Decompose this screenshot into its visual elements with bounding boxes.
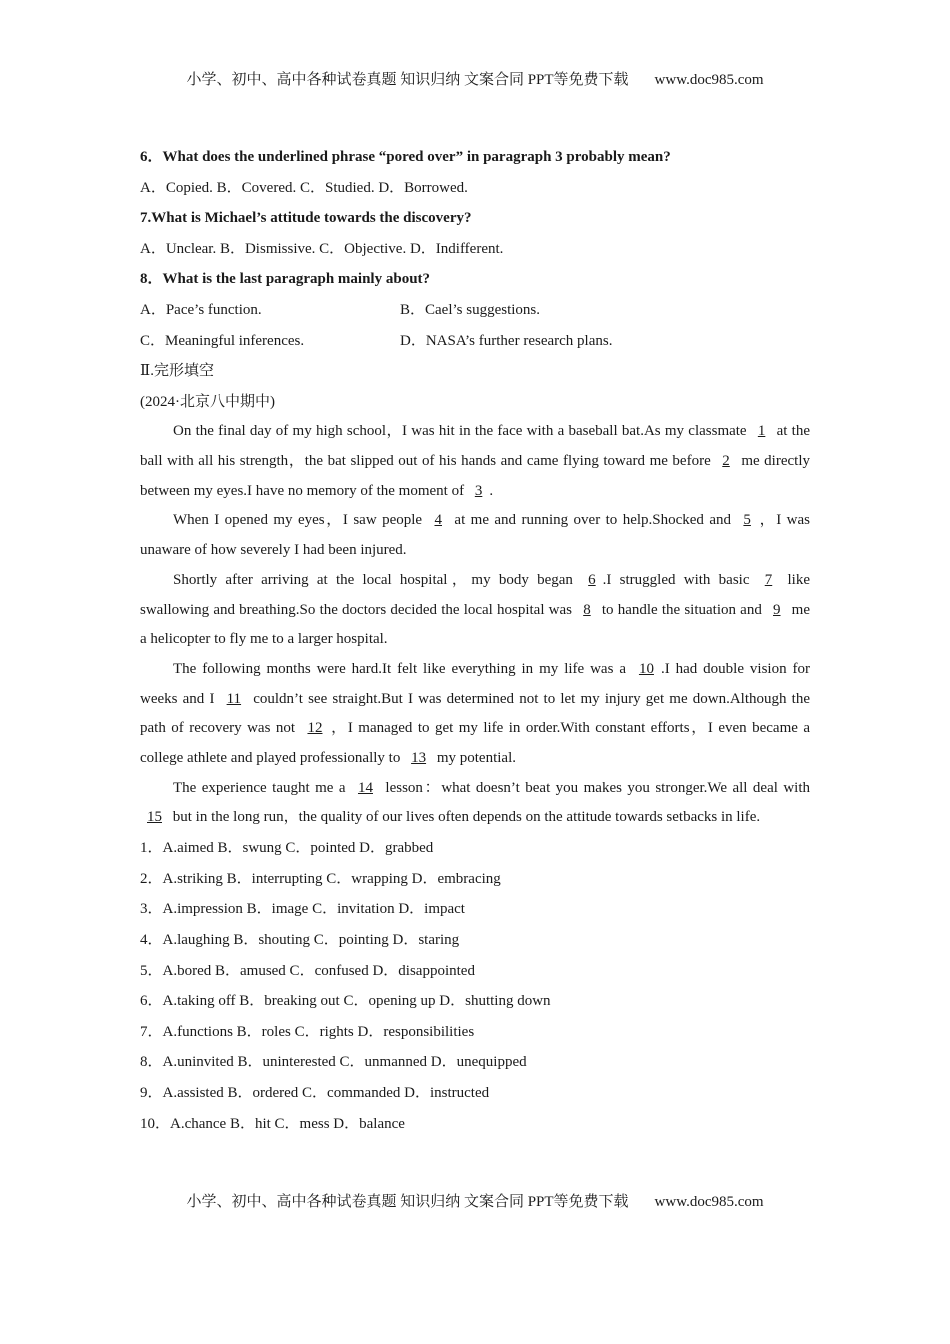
question-7: 7.What is Michael’s attitude towards the discovery? (140, 210, 472, 227)
passage-text: .I struggled with basic (602, 571, 758, 588)
passage-text: On the final day of my high school，I was hit in the face with a baseball bat.As my classmate (173, 423, 751, 440)
blank-number: 8 (583, 601, 591, 618)
passage-text: ，I was unaware of how severely I had been injured. (140, 512, 810, 559)
cloze-option-row: 1．A.aimed B．swung C．pointed D．grabbed (140, 840, 434, 857)
section-title: Ⅱ.完形填空 (140, 363, 214, 380)
blank-number: 4 (434, 512, 442, 529)
passage-text: lesson：what doesn’t beat you makes you stronger.We all deal with (379, 779, 811, 796)
option-b: B．Cael’s suggestions. (400, 301, 541, 318)
passage-text: .I had double vision for weeks and I (140, 660, 811, 707)
option-c: C．Meaningful inferences. (140, 332, 305, 349)
passage-paragraph (140, 566, 810, 655)
cloze-option-row: 8．A.uninvited B．uninterested C．unmanned D．unequipped (140, 1054, 527, 1071)
passage-paragraph (140, 774, 810, 833)
blank-number: 9 (773, 601, 781, 618)
blank-number: 12 (307, 720, 323, 737)
blank-number: 13 (411, 750, 427, 767)
footer-site-link[interactable]: www.doc985.com (654, 1194, 764, 1210)
passage-text: but in the long run，the quality of our lives often depends on the attitude towards setbacks in life. (169, 809, 761, 826)
passage-text: The experience taught me a (173, 779, 351, 796)
blank-number: 10 (638, 660, 654, 677)
blank-number: 3 (474, 482, 483, 499)
question-8: 8．What is the last paragraph mainly about? (140, 271, 431, 288)
header-site-link[interactable]: www.doc985.com (654, 72, 764, 88)
section-source: (2024·北京八中期中) (140, 393, 275, 410)
passage-text: like swallowing and breathing.So the doctors decided the local hospital was (140, 571, 810, 618)
blank-number: 2 (722, 453, 730, 470)
cloze-option-row: 9．A.assisted B．ordered C．commanded D．instructed (140, 1084, 490, 1101)
blank-number: 1 (757, 423, 766, 440)
passage-text: to handle the situation and (597, 601, 767, 618)
passage-paragraph (140, 506, 810, 565)
header-text: 小学、初中、高中各种试卷真题 知识归纳 文案合同 PPT等免费下载 (186, 72, 629, 88)
footer-text: 小学、初中、高中各种试卷真题 知识归纳 文案合同 PPT等免费下载 (186, 1194, 629, 1210)
cloze-option-row: 7．A.functions B．roles C．rights D．responsibilities (140, 1023, 475, 1040)
passage-text: Shortly after arriving at the local hospital，my body began (173, 571, 582, 588)
cloze-option-row: 4．A.laughing B．shouting C．pointing D．staring (140, 931, 460, 948)
passage-paragraph (140, 655, 810, 774)
passage-text: at the ball with all his strength，the bat slipped out of his hands and came flying toward me before (140, 423, 810, 470)
passage-text: at me and running over to help.Shocked and (449, 512, 737, 529)
cloze-option-row: 2．A.striking B．interrupting C．wrapping D．embracing (140, 870, 501, 887)
passage-text: me a helicopter to fly me to a larger hospital. (140, 601, 811, 648)
page-footer (0, 1190, 950, 1211)
cloze-option-row: 3．A.impression B．image C．invitation D．impact (140, 901, 465, 918)
question-8-options-ab (140, 295, 810, 326)
passage-text: ，I managed to get my life in order.With constant efforts，I even became a college athlete and played professionally to (140, 720, 811, 767)
passage-text: When I opened my eyes，I saw people (173, 512, 428, 529)
question-6: 6．What does the underlined phrase “pored over” in paragraph 3 probably mean? (140, 149, 671, 165)
passage-text: . (489, 482, 494, 499)
question-6-options: A．Copied. B．Covered. C．Studied. D．Borrowed. (140, 179, 468, 196)
passage-text: couldn’t see straight.But I was determined not to let my injury get me down.Although the path of recovery was not (140, 690, 810, 737)
passage-text: my potential. (433, 750, 516, 767)
blank-number: 14 (357, 779, 373, 796)
blank-number: 15 (147, 809, 162, 826)
blank-number: 5 (743, 512, 751, 529)
passage-text: The following months were hard.It felt like everything in my life was a (173, 660, 632, 677)
blank-number: 11 (226, 690, 242, 707)
document-body (140, 142, 810, 1139)
option-a: A．Pace’s function. (140, 301, 262, 318)
passage-paragraph (140, 417, 810, 506)
blank-number: 6 (588, 571, 596, 588)
cloze-option-row: 10．A.chance B．hit C．mess D．balance (140, 1115, 405, 1132)
cloze-option-row: 6．A.taking off B．breaking out C．opening up D．shutting down (140, 993, 551, 1010)
question-8-options-cd (140, 326, 810, 357)
page-header (0, 68, 950, 89)
option-d: D．NASA’s further research plans. (400, 332, 613, 349)
cloze-option-row: 5．A.bored B．amused C．confused D．disappointed (140, 962, 475, 979)
passage-text: me directly between my eyes.I have no memory of the moment of (140, 453, 810, 499)
blank-number: 7 (764, 571, 773, 588)
question-7-options: A．Unclear. B．Dismissive. C．Objective. D．Indifferent. (140, 240, 504, 257)
cloze-options-list (140, 833, 810, 1139)
